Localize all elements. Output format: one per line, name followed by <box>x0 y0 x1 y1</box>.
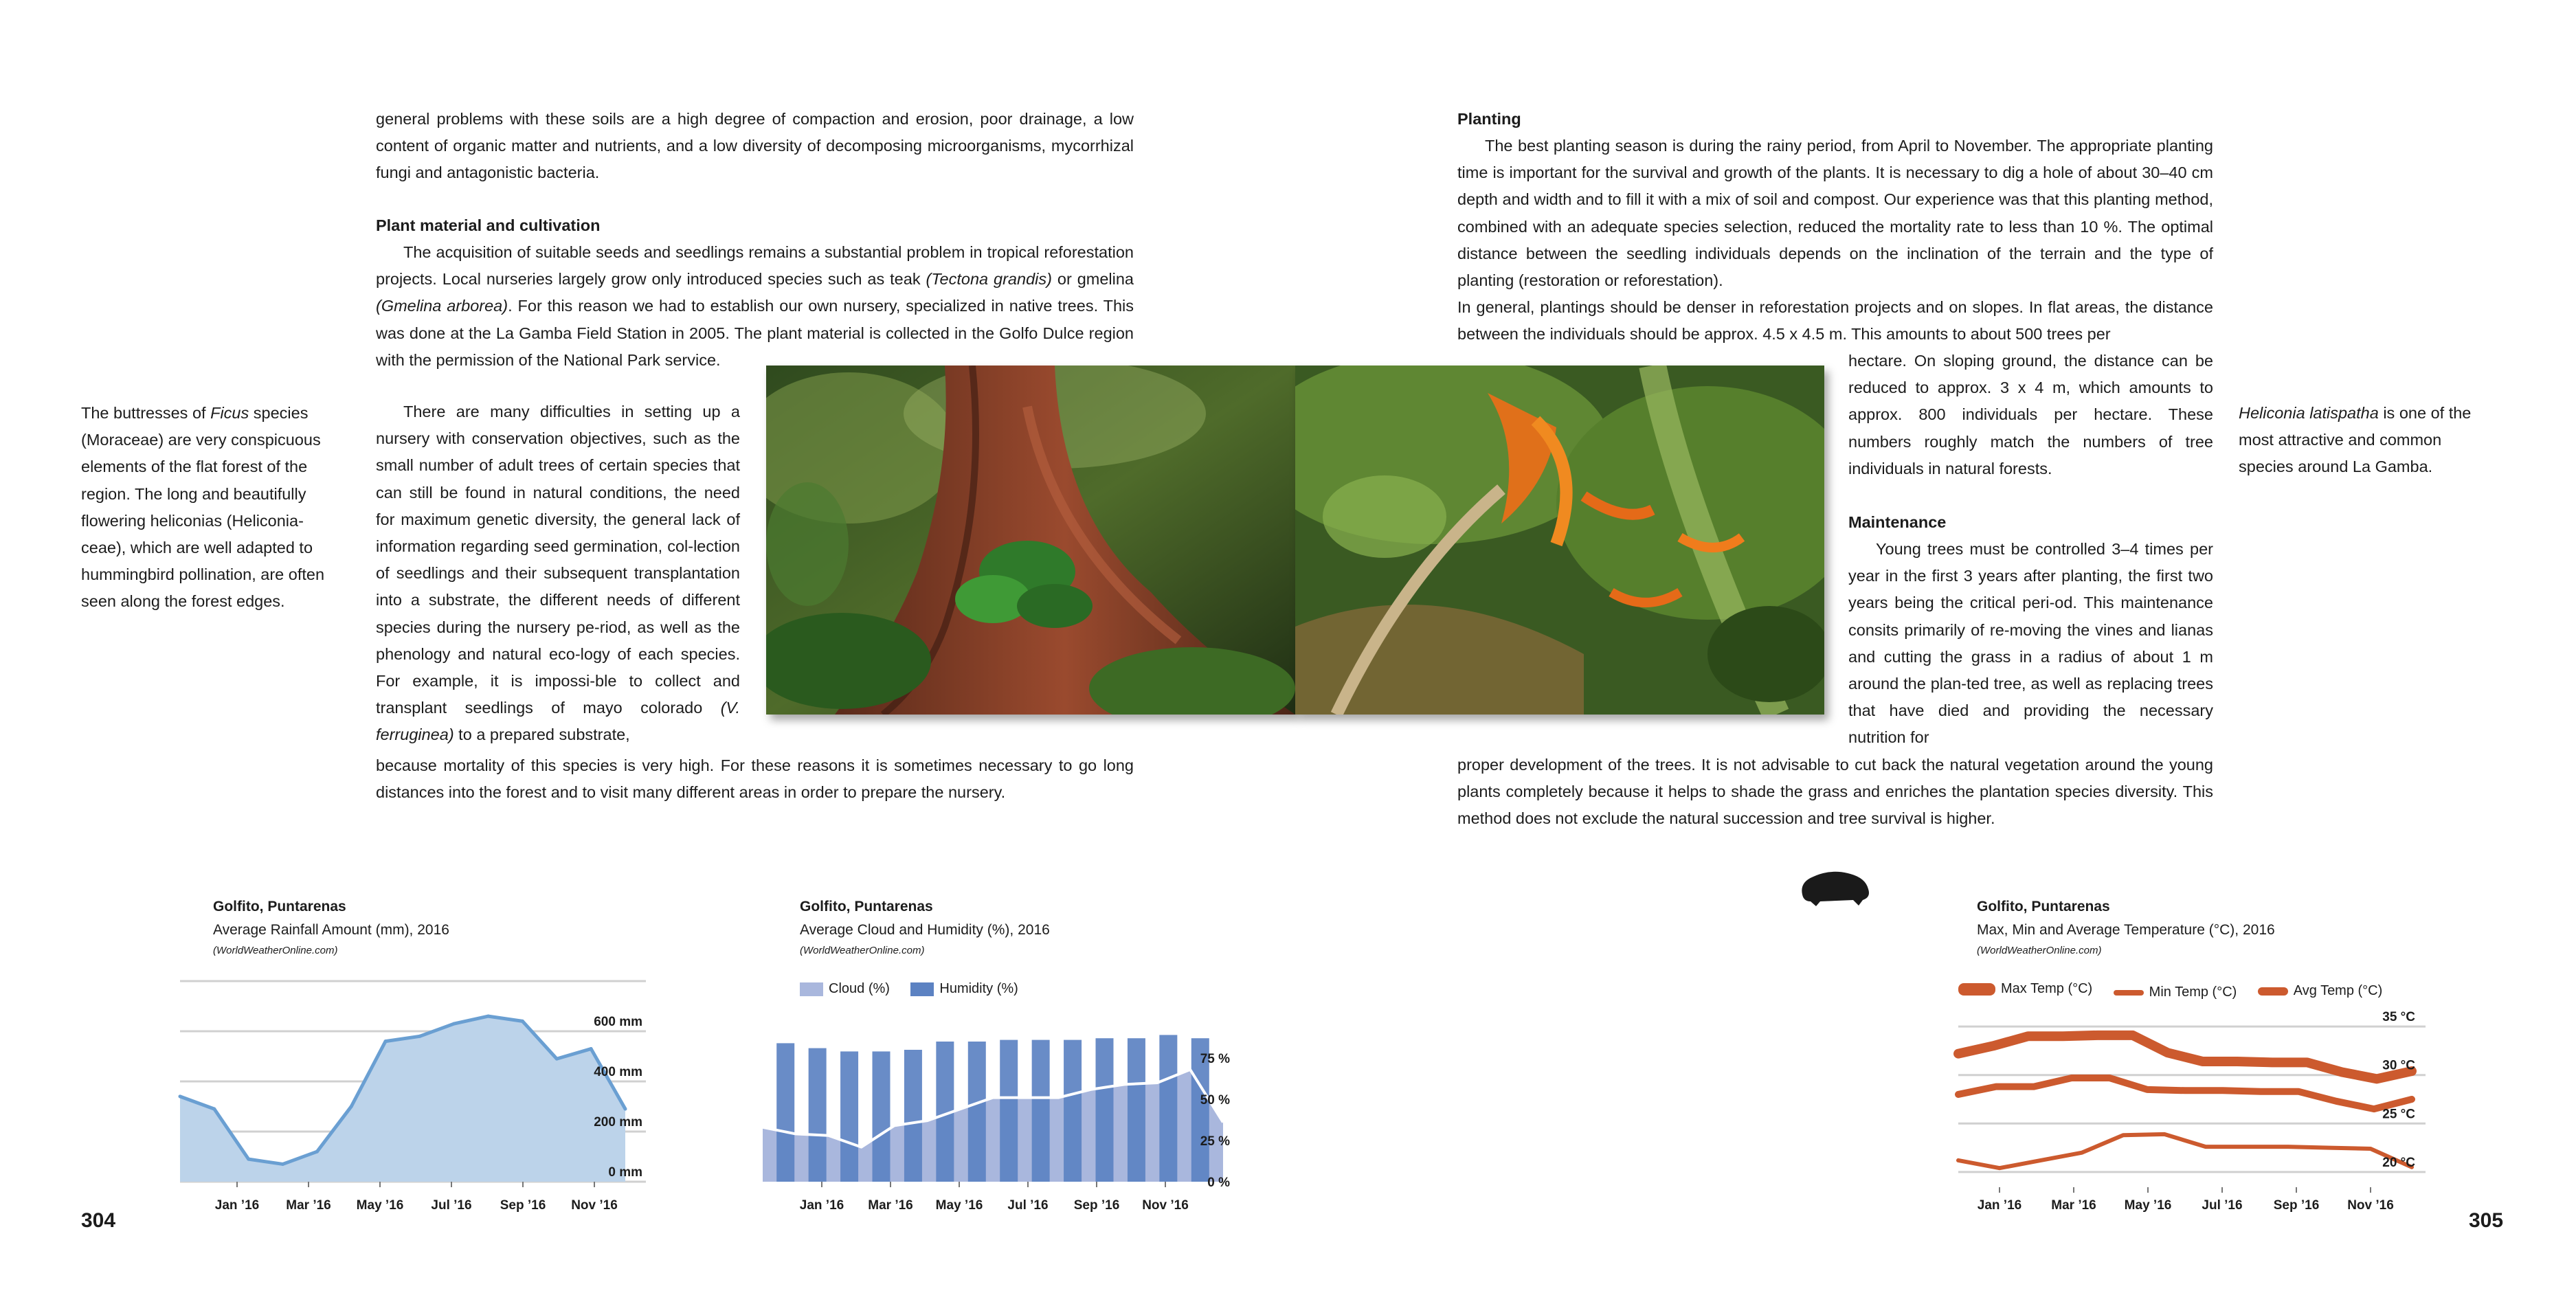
legend-item-min-temp: Min Temp (°C) <box>2114 985 2237 1000</box>
humidity-bar <box>1159 1035 1177 1182</box>
chart-source: (WorldWeatherOnline.com) <box>213 945 338 956</box>
humidity-bar <box>840 1051 858 1182</box>
left-paragraph-2-tail: because mortality of this species is very high. For these reasons it is sometimes necessary to go long distances into the forest and to visit many different areas in order to prepare the nursery. <box>376 756 1134 802</box>
rainfall-chart <box>172 976 660 1230</box>
left-photo-caption: The buttresses of Ficus species (Moraceae) are very conspicuous elements of the flat forest of the region. The long and beautifully flowering heliconias (Heliconia-ceae), which are well adapted to hummingbird pollination, are often seen along the forest edges. <box>81 404 325 611</box>
rainfall-point <box>315 1150 319 1154</box>
section-heading-plant-material: Plant material and cultivation <box>376 216 601 234</box>
page-number-right: 305 <box>2469 1209 2504 1232</box>
humidity-bar <box>1128 1038 1145 1182</box>
y-tick-label: 400 mm <box>594 1065 642 1079</box>
heliconia-photo <box>1295 366 1824 715</box>
x-tick-label: Nov ’16 <box>1142 1198 1189 1213</box>
cloud-humidity-chart <box>756 1003 1251 1230</box>
cloud-humidity-legend <box>800 981 1036 1000</box>
y-tick-label: 20 °C <box>2382 1155 2415 1170</box>
temp-line <box>1958 1134 2412 1168</box>
humidity-bar <box>1096 1038 1114 1182</box>
chart-subtitle: Average Rainfall Amount (mm), 2016 <box>213 922 449 938</box>
avg-temp-swatch <box>2258 987 2288 996</box>
rainfall-point <box>452 1022 456 1026</box>
rainfall-chart-header <box>213 895 449 960</box>
x-tick-label: Jul ’16 <box>2202 1198 2243 1213</box>
legend-item-max-temp: Max Temp (°C) <box>1958 981 2092 997</box>
x-tick-label: Jul ’16 <box>431 1198 472 1213</box>
cloud-area <box>763 1070 1223 1182</box>
y-tick-label: 0 mm <box>608 1165 642 1180</box>
rainfall-point <box>212 1108 216 1111</box>
page-number-left: 304 <box>81 1209 116 1232</box>
temperature-legend <box>1958 981 2400 1000</box>
section-heading-maintenance: Maintenance <box>1848 513 1947 531</box>
max-temp-swatch <box>1958 983 1995 996</box>
x-tick-label: Sep ’16 <box>1073 1198 1120 1213</box>
tapir-silhouette-icon <box>1797 867 1872 910</box>
x-tick-label: Jan ’16 <box>1977 1198 2022 1213</box>
y-tick-label: 30 °C <box>2382 1058 2415 1073</box>
rainfall-point <box>350 1105 353 1108</box>
cloud-humidity-chart-header <box>800 895 1050 960</box>
x-tick-label: May ’16 <box>935 1198 983 1213</box>
cloud-swatch <box>800 982 823 996</box>
rainfall-point <box>624 1108 627 1111</box>
legend-item-humidity: Humidity (%) <box>910 981 1018 997</box>
forest-photo-buttress <box>766 366 1295 715</box>
left-paragraph-2: There are many difficulties in setting up a nursery with conservation objectives, such as the small number of adult trees of certain species that can still be found in natural conditions, the need for maximum genetic diversity, the general lack of information regarding seed germination, col-lection of seedlings and their subsequent transplantation into a substrate, the different needs of different species during the nursery pe-riod, as well as the phenology and natural eco-logy of each species. For example, it is impossi-ble to collect and transplant seedlings of mayo colorado (V. ferruginea) to a prepared substrate, <box>376 403 740 744</box>
rainfall-point <box>384 1039 388 1043</box>
left-intro <box>376 106 1134 187</box>
x-tick-label: Jan ’16 <box>799 1198 844 1213</box>
x-tick-label: Nov ’16 <box>571 1198 618 1213</box>
x-tick-label: Jan ’16 <box>214 1198 260 1213</box>
chart-title: Golfito, Puntarenas <box>800 899 933 914</box>
temperature-chart <box>1945 1003 2439 1230</box>
rainfall-point <box>247 1158 250 1161</box>
x-tick-label: Sep ’16 <box>2273 1198 2320 1213</box>
humidity-bar <box>1000 1040 1018 1182</box>
left-paragraph-1: The acquisition of suitable seeds and seedlings remains a substantial problem in tropical reforestation projects. Local nurseries largely grow only introduced species such as teak (Tectona grandis) or gmelina (Gmelina arborea). For this reason we had to establish our own nursery, specialized in native trees. This was done at the La Gamba Field Station in 2005. The plant material is collected in the Golfo Dulce region with the permission of the National Park service. <box>376 243 1134 369</box>
chart-subtitle: Average Cloud and Humidity (%), 2016 <box>800 922 1050 938</box>
planting-paragraph-2: In general, plantings should be denser in reforestation projects and on slopes. In flat areas, the distance between the individuals should be approx. 4.5 x 4.5 m. This amounts to about 500 trees per <box>1457 298 2213 344</box>
x-tick-label: Mar ’16 <box>2051 1198 2096 1213</box>
humidity-bar <box>904 1050 922 1182</box>
temp-line <box>1958 1078 2412 1109</box>
y-tick-label: 25 % <box>1200 1134 1230 1149</box>
maintenance-paragraph-narrow: Young trees must be controlled 3–4 times per year in the first 3 years after planting, the first two years being the critical peri-od. This maintenance consits primarily of re-moving the vines and lianas and cutting the grass in a radius of about 1 m around the plan-ted tree, as well as replacing trees that have died and providing the necessary nutrition for <box>1848 540 2213 747</box>
chart-source: (WorldWeatherOnline.com) <box>1977 945 2102 956</box>
rainfall-point <box>179 1094 182 1098</box>
intro-paragraph: general problems with these soils are a high degree of compaction and erosion, poor drainage, a low content of organic matter and nutrients, and a low diversity of decomposing microorganisms, mycorrhizal fungi and antagonistic bacteria. <box>376 110 1134 182</box>
x-tick-label: May ’16 <box>2124 1198 2172 1213</box>
y-tick-label: 35 °C <box>2382 1010 2415 1025</box>
x-tick-label: Jul ’16 <box>1007 1198 1049 1213</box>
humidity-swatch <box>910 982 934 996</box>
x-tick-label: May ’16 <box>356 1198 404 1213</box>
min-temp-swatch <box>2114 990 2144 996</box>
legend-item-avg-temp: Avg Temp (°C) <box>2258 983 2383 999</box>
humidity-bar <box>809 1048 827 1182</box>
y-tick-label: 600 mm <box>594 1015 642 1029</box>
y-tick-label: 200 mm <box>594 1115 642 1129</box>
rainfall-point <box>486 1015 490 1018</box>
right-photo-caption: Heliconia latispatha is one of the most attractive and common species around La Gamba. <box>2239 404 2472 476</box>
temperature-chart-header <box>1977 895 2275 960</box>
y-tick-label: 50 % <box>1200 1093 1230 1108</box>
y-tick-label: 75 % <box>1200 1052 1230 1066</box>
humidity-bar <box>1064 1040 1082 1182</box>
rainfall-point <box>590 1047 593 1050</box>
y-tick-label: 0 % <box>1207 1176 1230 1190</box>
humidity-bar <box>1032 1040 1050 1182</box>
x-tick-label: Mar ’16 <box>868 1198 913 1213</box>
legend-item-cloud: Cloud (%) <box>800 981 890 997</box>
maintenance-paragraph-tail: proper development of the trees. It is not advisable to cut back the natural vegetation around the young plants completely because it helps to shade the grass and enriches the plantation species diversity. This method does not exclude the natural succession and tree survival is higher. <box>1457 756 2213 828</box>
planting-paragraph-1: The best planting season is during the rainy period, from April to November. The appropriate planting time is important for the survival and growth of the plants. It is necessary to dig a hole of about 30–40 cm depth and width and to fill it with a mix of soil and compost. Our experience was that this planting method, combined with an adequate species selection, reduced the mortality rate to less than 10 %. The optimal distance between the seedling individuals depends on the inclination of the terrain and the type of planting (restoration or reforestation). <box>1457 137 2213 290</box>
humidity-bar <box>968 1042 986 1182</box>
y-tick-label: 25 °C <box>2382 1107 2415 1122</box>
chart-source: (WorldWeatherOnline.com) <box>800 945 925 956</box>
chart-title: Golfito, Puntarenas <box>213 899 346 914</box>
section-heading-planting: Planting <box>1457 110 1521 128</box>
x-tick-label: Mar ’16 <box>286 1198 331 1213</box>
temp-line <box>1958 1035 2412 1079</box>
chart-title: Golfito, Puntarenas <box>1977 899 2110 914</box>
humidity-bar <box>776 1043 794 1182</box>
rainfall-point <box>281 1162 284 1166</box>
planting-paragraph-2-narrow: hectare. On sloping ground, the distance can be reduced to approx. 3 x 4 m, which amounts to approx. 800 individuals per hectare. These numbers roughly match the numbers of tree individuals in natural forests. <box>1848 352 2213 477</box>
chart-subtitle: Max, Min and Average Temperature (°C), 2016 <box>1977 922 2275 938</box>
rainfall-point <box>555 1057 559 1061</box>
x-tick-label: Sep ’16 <box>500 1198 546 1213</box>
rainfall-point <box>521 1020 524 1023</box>
rainfall-point <box>418 1035 421 1038</box>
humidity-bar <box>873 1051 891 1182</box>
x-tick-label: Nov ’16 <box>2347 1198 2394 1213</box>
